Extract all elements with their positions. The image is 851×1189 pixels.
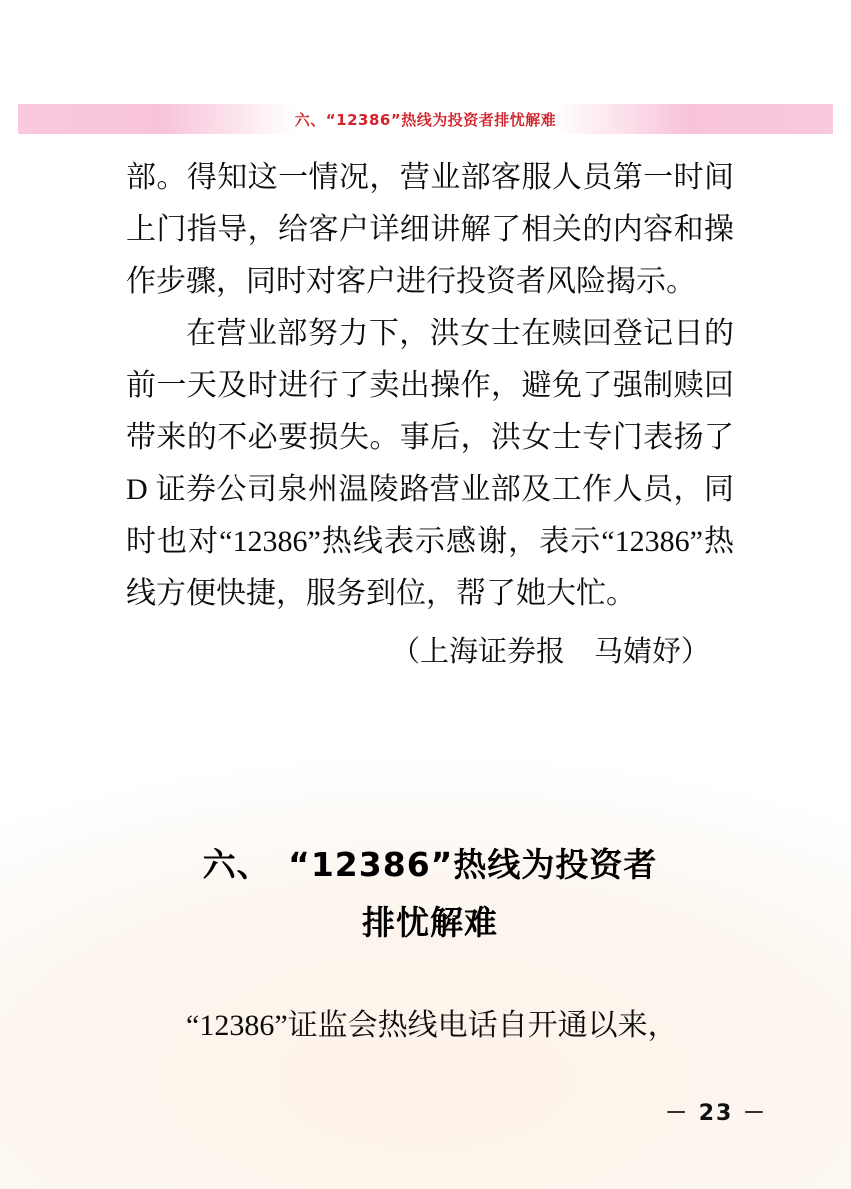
body-text-column [126,152,734,678]
section-heading-line-1: 六、 “12386”热线为投资者 [202,845,658,884]
section-heading-line-2: 排忧解难 [362,903,498,942]
article-attribution: （上海证券报 马婧妤） [390,636,710,668]
running-header-title: 六、“12386”热线为投资者排忧解难 [294,110,557,129]
paragraph-second: 在营业部努力下，洪女士在赎回登记日的前一天及时进行了卖出操作，避免了强制赎回带来的不必要损失。事后，洪女士专门表扬了 D 证券公司泉州温陵路营业部及工作人员，同时也对“12386”热线表示感谢，表示“12386”热线方便快捷，服务到位，帮了她大忙。 [126,317,734,610]
page-number: － 23 － [665,1101,767,1126]
section-paragraph-first: “12386”证监会热线电话自开通以来， [186,1009,678,1042]
paragraph-continued: 部。得知这一情况，营业部客服人员第一时间上门指导，给客户详细讲解了相关的内容和操作步骤，同时对客户进行投资者风险揭示。 [126,161,734,298]
section-body-column [126,1000,734,1052]
section-heading [126,836,734,952]
